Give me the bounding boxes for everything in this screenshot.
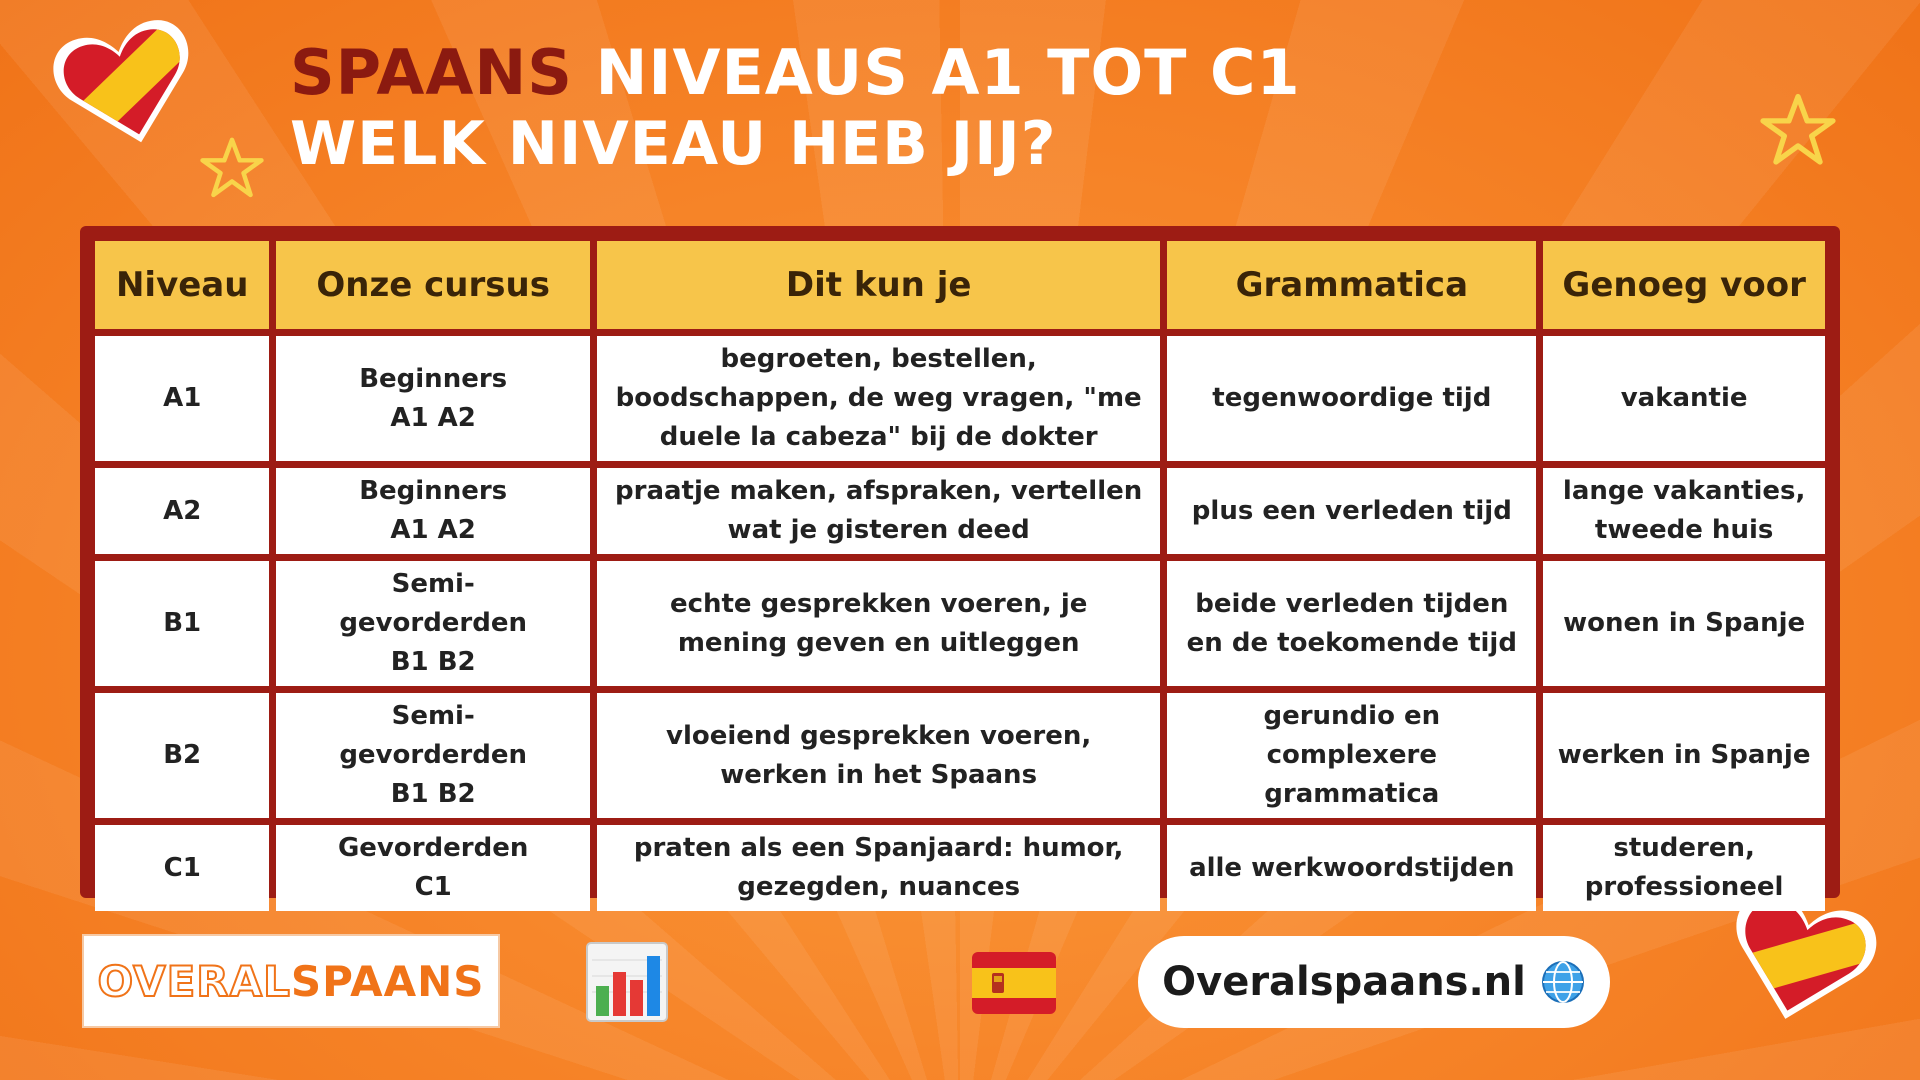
cell-grammar: alle werkwoordstijden: [1167, 825, 1536, 911]
cell-level: B2: [95, 693, 269, 818]
cell-enough-for: wonen in Spanje: [1543, 561, 1825, 686]
cell-level: A2: [95, 468, 269, 554]
title-accent: SPAANS: [290, 36, 573, 109]
spain-heart-icon: [38, 2, 216, 169]
table-header-row: [95, 241, 1825, 329]
website-link[interactable]: [1138, 936, 1610, 1028]
cell-grammar: plus een verleden tijd: [1167, 468, 1536, 554]
title-rest: NIVEAUS A1 TOT C1: [595, 36, 1301, 109]
cell-enough-for: lange vakanties, tweede huis: [1543, 468, 1825, 554]
spain-flag-icon: [972, 952, 1056, 1014]
cell-enough-for: vakantie: [1543, 336, 1825, 461]
cell-skills: echte gesprekken voeren, je mening geven en uitleggen: [597, 561, 1160, 686]
table-row: [95, 468, 1825, 554]
header-cursus: Onze cursus: [276, 241, 590, 329]
logo-text-spaans: SPAANS: [290, 956, 485, 1006]
levels-table: [80, 226, 1840, 902]
cell-course: Semi- gevorderden B1 B2: [276, 693, 590, 818]
cell-skills: vloeiend gesprekken voeren, werken in het Spaans: [597, 693, 1160, 818]
globe-icon: [1540, 959, 1586, 1005]
table-row: [95, 693, 1825, 818]
header-grammatica: Grammatica: [1167, 241, 1536, 329]
cell-course: Semi- gevorderden B1 B2: [276, 561, 590, 686]
cell-level: C1: [95, 825, 269, 911]
table-row: [95, 336, 1825, 461]
table-row: [95, 561, 1825, 686]
bar-chart-icon: [586, 942, 668, 1022]
header-niveau: Niveau: [95, 241, 269, 329]
cell-skills: begroeten, bestellen, boodschappen, de weg vragen, "me duele la cabeza" bij de dokter: [597, 336, 1160, 461]
cell-grammar: beide verleden tijden en de toekomende tijd: [1167, 561, 1536, 686]
cell-enough-for: werken in Spanje: [1543, 693, 1825, 818]
cell-course: Gevorderden C1: [276, 825, 590, 911]
levels-table-grid: [88, 234, 1832, 918]
cell-level: B1: [95, 561, 269, 686]
cell-course: Beginners A1 A2: [276, 336, 590, 461]
page-title: [290, 36, 1301, 179]
cell-grammar: gerundio en complexere grammatica: [1167, 693, 1536, 818]
star-icon: [1760, 92, 1836, 168]
header-dit-kun-je: Dit kun je: [597, 241, 1160, 329]
cell-level: A1: [95, 336, 269, 461]
cell-skills: praten als een Spanjaard: humor, gezegden, nuances: [597, 825, 1160, 911]
cell-grammar: tegenwoordige tijd: [1167, 336, 1536, 461]
star-icon: [200, 136, 264, 200]
brand-logo: [82, 934, 500, 1028]
subtitle: WELK NIVEAU HEB JIJ?: [290, 109, 1057, 179]
cell-skills: praatje maken, afspraken, vertellen wat je gisteren deed: [597, 468, 1160, 554]
table-row: [95, 825, 1825, 911]
logo-text-overal: OVERAL: [97, 956, 291, 1006]
cell-enough-for: studeren, professioneel: [1543, 825, 1825, 911]
header-genoeg-voor: Genoeg voor: [1543, 241, 1825, 329]
cell-course: Beginners A1 A2: [276, 468, 590, 554]
website-url: Overalspaans.nl: [1162, 959, 1526, 1005]
